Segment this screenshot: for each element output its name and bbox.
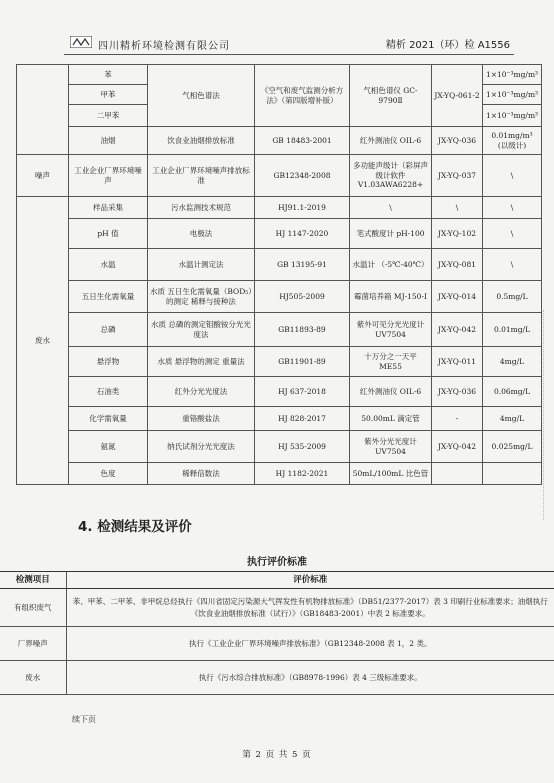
- page-number: 第 2 页 共 5 页: [242, 750, 312, 760]
- eval-standard-cell: 苯、甲苯、二甲苯、非甲烷总烃执行《四川省固定污染源大气挥发性有机物排放标准》（DB51/2377-2017）表 3 印刷行业标准要求；油烟执行《饮食业油烟排放标准（试行）》（GB18483-2001）中表 2 标准要求。: [66, 589, 554, 627]
- page-header: [64, 30, 514, 55]
- limit-cell: \: [483, 249, 542, 281]
- table-row: [0, 627, 554, 661]
- table-row: [0, 589, 554, 627]
- evaluation-table: [0, 571, 554, 695]
- limit-cell: 0.01mg/m³ (以级计): [483, 127, 542, 155]
- table-row: [17, 197, 542, 219]
- instrument-cell: 多功能声级计（彩屏声级计软件 V1.03AWA6228+: [350, 155, 432, 197]
- company-logo-icon: [70, 36, 92, 48]
- item-cell: 水温: [69, 249, 148, 281]
- method-cell: 工业企业厂界环境噪声排放标准: [148, 155, 255, 197]
- code-cell: JX-YQ-102: [432, 219, 483, 249]
- table-row: [17, 155, 542, 197]
- standard-cell: GB11901-89: [255, 347, 350, 377]
- item-cell: 苯: [69, 65, 148, 85]
- code-cell: [432, 463, 483, 485]
- standard-cell: HJ 535-2009: [255, 431, 350, 463]
- item-cell: 总磷: [69, 313, 148, 347]
- instrument-cell: 水温计 （-5℃-40℃）: [350, 249, 432, 281]
- binding-holes: [543, 310, 549, 520]
- code-cell: JX-YQ-037: [432, 155, 483, 197]
- limit-cell: \: [483, 219, 542, 249]
- method-cell: 水温计测定法: [148, 249, 255, 281]
- standard-cell: HJ 828-2017: [255, 407, 350, 431]
- standard-cell: GB 13195-91: [255, 249, 350, 281]
- limit-cell: \: [483, 197, 542, 219]
- method-cell: 重铬酸盐法: [148, 407, 255, 431]
- method-cell: 水质 五日生化需氧量（BOD₅）的测定 稀释与接种法: [148, 281, 255, 313]
- table-row: [17, 281, 542, 313]
- item-cell: 悬浮物: [69, 347, 148, 377]
- standard-cell: HJ505-2009: [255, 281, 350, 313]
- method-cell: 红外分光光度法: [148, 377, 255, 407]
- table-row: [17, 377, 542, 407]
- code-cell: JX-YQ-036: [432, 127, 483, 155]
- instrument-cell: 笔式酸度计 pH-100: [350, 219, 432, 249]
- standard-cell: 《空气和废气监测分析方法》（第四版增补版）: [255, 65, 350, 127]
- instrument-cell: 红外测油仪 OIL-6: [350, 127, 432, 155]
- table-header-row: [0, 572, 554, 589]
- instrument-cell: \: [350, 197, 432, 219]
- code-cell: JX-YQ-036: [432, 377, 483, 407]
- code-cell: -: [432, 407, 483, 431]
- method-cell: 气相色谱法: [148, 65, 255, 127]
- limit-cell: 0.01mg/L: [483, 313, 542, 347]
- standard-cell: GB 18483-2001: [255, 127, 350, 155]
- standard-cell: HJ 1147-2020: [255, 219, 350, 249]
- standard-cell: GB11893-89: [255, 313, 350, 347]
- table-row: [17, 65, 542, 85]
- limit-cell: 1×10⁻³mg/m³: [483, 65, 542, 85]
- eval-standard-cell: 执行《污水综合排放标准》（GB8978-1996）表 4 三级标准要求。: [66, 661, 554, 695]
- eval-standard-cell: 执行《工业企业厂界环境噪声排放标准》（GB12348-2008 表 1，2 类。: [66, 627, 554, 661]
- item-cell: 色度: [69, 463, 148, 485]
- code-cell: JX-YQ-042: [432, 313, 483, 347]
- table-row: [17, 347, 542, 377]
- item-cell: 工业企业厂界环境噪声: [69, 155, 148, 197]
- limit-cell: 1×10⁻³mg/m³: [483, 105, 542, 127]
- table-row: [0, 661, 554, 695]
- eval-item-cell: 废水: [0, 661, 66, 695]
- table-row: [17, 127, 542, 155]
- category-cell: 废水: [17, 197, 69, 485]
- table-row: [17, 463, 542, 485]
- item-cell: 石油类: [69, 377, 148, 407]
- standard-cell: HJ91.1-2019: [255, 197, 350, 219]
- table-row: [17, 407, 542, 431]
- company-name: 四川精析环境检测有限公司: [98, 41, 230, 52]
- code-cell: JX-YQ-081: [432, 249, 483, 281]
- item-cell: 化学需氧量: [69, 407, 148, 431]
- standard-cell: GB12348-2008: [255, 155, 350, 197]
- limit-cell: 0.5mg/L: [483, 281, 542, 313]
- standard-cell: HJ 637-2018: [255, 377, 350, 407]
- limit-cell: \: [483, 155, 542, 197]
- instrument-cell: 红外测油仪 OIL-6: [350, 377, 432, 407]
- item-cell: 油烟: [69, 127, 148, 155]
- limit-cell: 4mg/L: [483, 347, 542, 377]
- instrument-cell: 紫外可见分光光度计 UV7504: [350, 313, 432, 347]
- item-cell: 甲苯: [69, 85, 148, 105]
- header-item: 检测项目: [0, 572, 66, 589]
- method-cell: 稀释倍数法: [148, 463, 255, 485]
- section-title: 4. 检测结果及评价: [78, 519, 192, 535]
- method-cell: 纳氏试剂分光光度法: [148, 431, 255, 463]
- eval-item-cell: 有组织废气: [0, 589, 66, 627]
- limit-cell: 0.025mg/L: [483, 431, 542, 463]
- table-row: [17, 431, 542, 463]
- code-cell: JX-YQ-061-2: [432, 65, 483, 127]
- method-cell: 饮食业油烟排放标准: [148, 127, 255, 155]
- method-cell: 电极法: [148, 219, 255, 249]
- item-cell: 二甲苯: [69, 105, 148, 127]
- standard-cell: HJ 1182-2021: [255, 463, 350, 485]
- item-cell: 氨氮: [69, 431, 148, 463]
- method-cell: 水质 悬浮物的测定 重量法: [148, 347, 255, 377]
- eval-table-caption: 执行评价标准: [247, 557, 307, 568]
- limit-cell: 0.06mg/L: [483, 377, 542, 407]
- method-cell: 污水监测技术规范: [148, 197, 255, 219]
- item-cell: pH 值: [69, 219, 148, 249]
- code-cell: JX-YQ-014: [432, 281, 483, 313]
- code-cell: JX-YQ-011: [432, 347, 483, 377]
- methods-table: [16, 64, 542, 485]
- instrument-cell: 气相色谱仪 GC-9790Ⅱ: [350, 65, 432, 127]
- limit-cell: [483, 463, 542, 485]
- table-row: [17, 313, 542, 347]
- limit-cell: 1×10⁻³mg/m³: [483, 85, 542, 105]
- eval-item-cell: 厂界噪声: [0, 627, 66, 661]
- instrument-cell: 50mL/100mL 比色管: [350, 463, 432, 485]
- category-cell: 噪声: [17, 155, 69, 197]
- code-cell: \: [432, 197, 483, 219]
- header-standard: 评价标准: [66, 572, 554, 589]
- code-cell: JX-YQ-042: [432, 431, 483, 463]
- instrument-cell: 紫外分光光度计 UV7504: [350, 431, 432, 463]
- limit-cell: 4mg/L: [483, 407, 542, 431]
- table-row: [17, 219, 542, 249]
- item-cell: 五日生化需氧量: [69, 281, 148, 313]
- instrument-cell: 霉菌培养箱 MJ-150-Ⅰ: [350, 281, 432, 313]
- continued-note: 续下页: [72, 715, 96, 724]
- instrument-cell: 50.00mL 滴定管: [350, 407, 432, 431]
- instrument-cell: 十万分之一天平 ME55: [350, 347, 432, 377]
- table-row: [17, 249, 542, 281]
- category-cell: [17, 65, 69, 155]
- report-number: 精析 2021（环）检 A1556: [385, 40, 510, 51]
- item-cell: 样品采集: [69, 197, 148, 219]
- method-cell: 水质 总磷的测定钼酸铵分光光度法: [148, 313, 255, 347]
